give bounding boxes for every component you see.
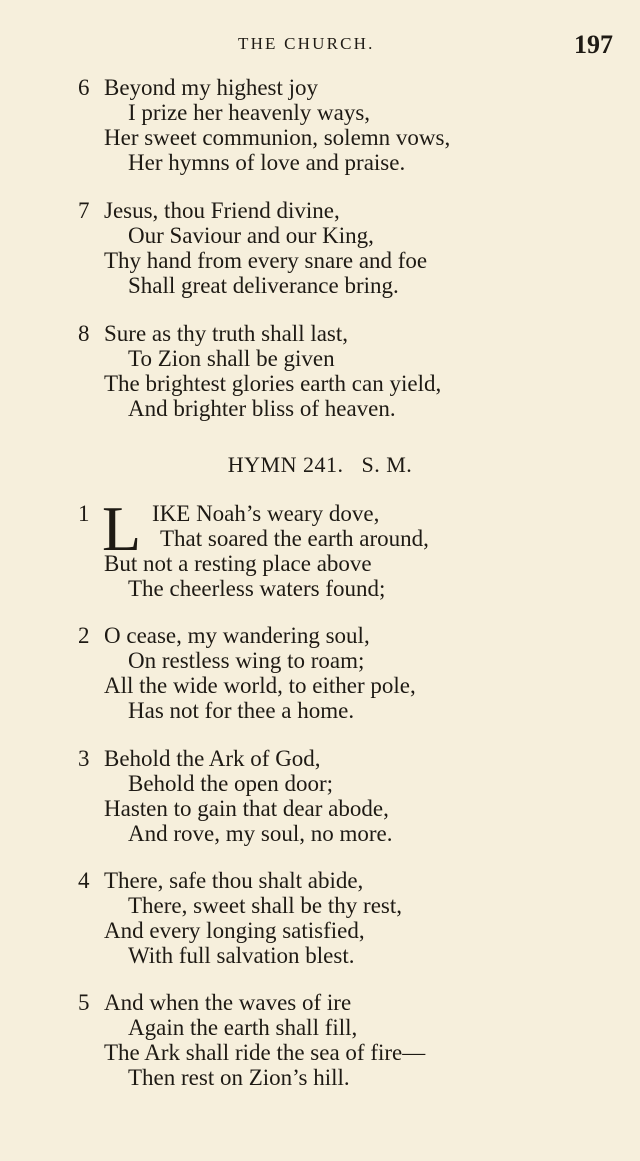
verse-2 [78, 623, 618, 723]
verse-number: 5 [78, 990, 90, 1015]
page-number: 197 [574, 30, 613, 59]
verse-line: Hasten to gain that dear abode, [104, 796, 389, 821]
verse-line: Our Saviour and our King, [128, 223, 374, 248]
verse-line: Thy hand from every snare and foe [104, 248, 428, 273]
verse-line: And every longing satisfied, [104, 918, 365, 943]
verse-line: That soared the earth around, [160, 526, 429, 551]
hymn-title: HYMN 241. [227, 452, 344, 477]
verse-7 [78, 198, 618, 298]
verse-number: 7 [78, 198, 90, 223]
verse-line: 5 And when the waves of ire [78, 990, 352, 1015]
verse-number: 1 [78, 501, 90, 526]
verse-5 [78, 990, 618, 1090]
verse-line: On restless wing to roam; [128, 648, 365, 673]
verse-line: And brighter bliss of heaven. [128, 396, 396, 421]
verse-4 [78, 868, 618, 968]
verse-line: 6 Beyond my highest joy [78, 75, 319, 100]
page-header [0, 30, 640, 60]
verse-line: The Ark shall ride the sea of fire— [104, 1040, 426, 1065]
running-title: THE CHURCH. [238, 34, 375, 53]
verse-line: All the wide world, to either pole, [104, 673, 416, 698]
drop-cap: L [102, 493, 142, 564]
hymn-heading [0, 452, 640, 478]
verse-line: Her hymns of love and praise. [128, 150, 406, 175]
verse-number: 2 [78, 623, 90, 648]
verse-line: To Zion shall be given [128, 346, 335, 371]
verse-3 [78, 746, 618, 846]
verse-line: And rove, my soul, no more. [128, 821, 393, 846]
verse-line: Again the earth shall fill, [128, 1015, 358, 1040]
verse-line: There, sweet shall be thy rest, [128, 893, 402, 918]
verse-line: 4 There, safe thou shalt abide, [78, 868, 364, 893]
verse-8 [78, 321, 618, 421]
verse-1 [78, 526, 618, 601]
verse-line: With full salvation blest. [128, 943, 355, 968]
verse-line: 2 O cease, my wandering soul, [78, 623, 370, 648]
verse-line: IKE Noah’s weary dove, [152, 501, 380, 526]
verse-line: Shall great deliverance bring. [128, 273, 399, 298]
verse-line: 3 Behold the Ark of God, [78, 746, 321, 771]
verse-line: Then rest on Zion’s hill. [128, 1065, 350, 1090]
verse-number: 8 [78, 321, 90, 346]
verse-number: 3 [78, 746, 90, 771]
verse-line: The cheerless waters found; [128, 576, 386, 601]
verse-line: Has not for thee a home. [128, 698, 355, 723]
verse-number: 4 [78, 868, 90, 893]
verse-line: But not a resting place above [104, 551, 372, 576]
verse-line: Her sweet communion, solemn vows, [104, 125, 451, 150]
verse-line: Behold the open door; [128, 771, 334, 796]
verse-6 [78, 75, 618, 175]
verse-line: The brightest glories earth can yield, [104, 371, 442, 396]
verse-line: 8 Sure as thy truth shall last, [78, 321, 349, 346]
verse-line: I prize her heavenly ways, [128, 100, 371, 125]
hymn-meter: S. M. [361, 452, 413, 477]
verse-line: 7 Jesus, thou Friend divine, [78, 198, 340, 223]
verse-number: 6 [78, 75, 90, 100]
